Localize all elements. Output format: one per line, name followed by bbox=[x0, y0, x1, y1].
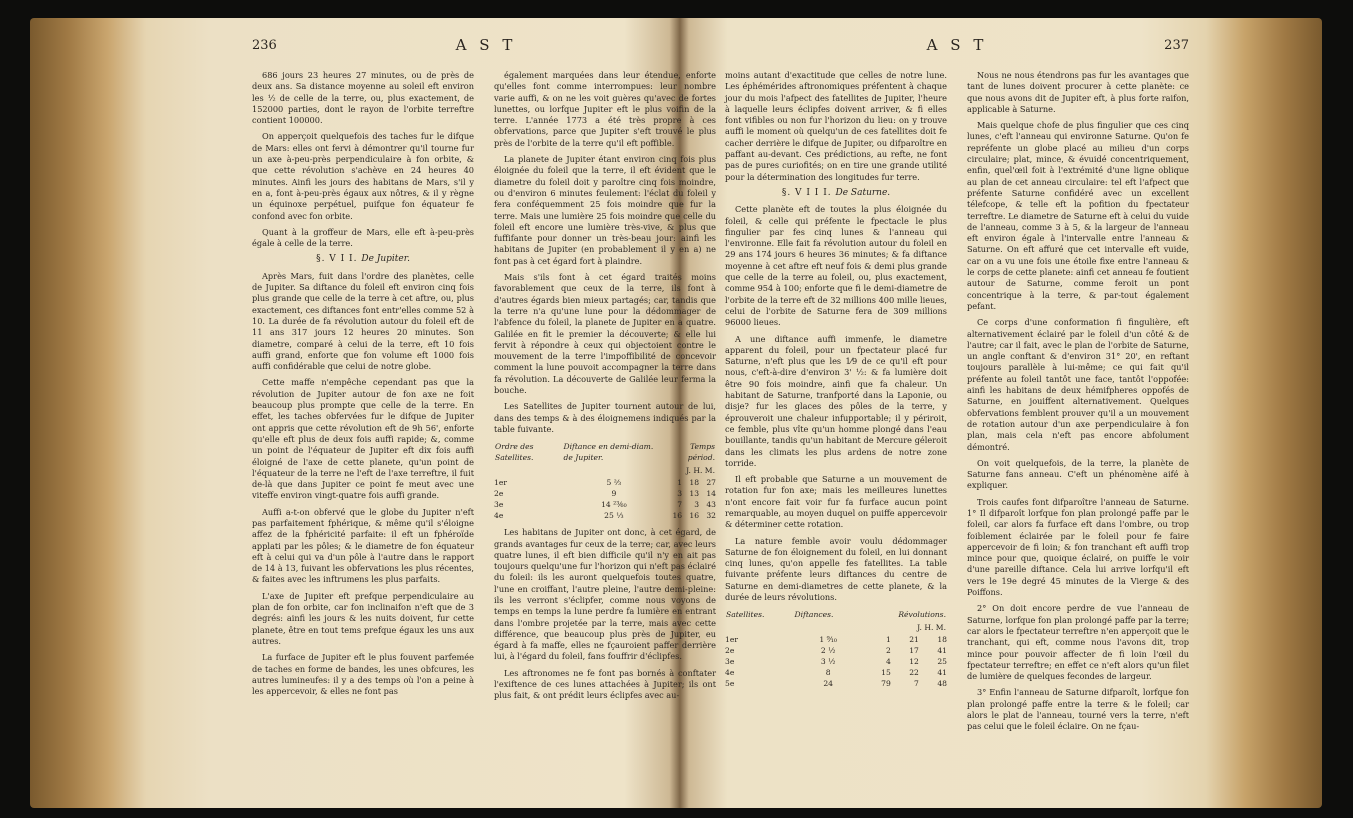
paragraph: Mais quelque chofe de plus fingulier que ces cinq lunes, c'eft l'anneau qui environne Saturne. Qu'on fe repréfente un globe placé au milieu d'un corps circulaire; plat, mince, & évuidé concentriquement, enfin, quel'œil foit à l'extrémité d'une ligne oblique au plan de cet anneau circulaire: tel eft l'afpect que préfente Saturne confidéré avec un excellent télefcope, & telle eft la pofition du fpectateur terreftre. Le diametre de Saturne eft à celui du vuide de l'anneau, comme 3 à 5, & la largeur de l'anneau eft environ égale à l'intervalle entre l'anneau & Saturne. On eft affuré que cet intervalle eft vuide, car on a vu une fois une étoile fixe entre l'anneau & le corps de cette planete: ainfi cet anneau fe foutient autour de Saturne, comme feroit un pont concentrique à la terre, & par-tout également pefant. bbox=[967, 120, 1189, 311]
paragraph: Ce corps d'une conformation fi fingulière, eft alternativement éclairé par le foleil d'un côté & de l'autre; car il fait, avec le plan de l'orbite de Saturne, un angle conftant & d'environ 31° 20', en reftant toujours parallèle à lui-même; ce qui fait qu'il préfente au foleil tantôt une face, tantôt l'oppofée: ainfi les habitans de deux hémifpheres oppofés de Saturne, en jouiffent alternativement. Quelques obfervations femblent prouver qu'il a un mouvement de rotation autour d'un axe perpendiculaire à fon plan, mais cela n'eft pas encore abfolument démontré. bbox=[967, 317, 1189, 452]
paragraph: Trois caufes font difparoître l'anneau de Saturne. 1° Il difparoît lorfque fon plan prolongé paffe par le foleil, car alors fa furface eft dans l'ombre, ou trop foiblement éclairée par le foleil pour fe faire appercevoir de fi loin; & fon tranchant eft auffi trop mince pour que, quoique éclairé, on puiffe le voir d'une pareille diftance. Cela lui arrive lorfqu'il eft vers le 19e degré 45 minutes de la Vierge & des Poiffons. bbox=[967, 496, 1189, 598]
table-cell: 27 bbox=[706, 478, 716, 488]
table-cell: 22 bbox=[909, 668, 919, 678]
table-cell: 1er bbox=[725, 635, 738, 645]
table-subheader: J. H. M. bbox=[917, 623, 946, 633]
table-cell: 7 bbox=[677, 500, 683, 510]
table-cell: 3 bbox=[677, 489, 683, 499]
paragraph: On apperçoit quelquefois des taches fur le difque de Mars: elles ont fervi à démontrer qu'il tourne fur un axe à-peu-près perpendiculaire à fon orbite, & que cette révolution s'achève en 24 heures 40 minutes. Ainfi les jours des habitans de Mars, s'il y en a, font à-peu-près égaux aux nôtres, & il y règne un équinoxe perpétuel, puifque fon équateur fe confond avec fon orbite. bbox=[252, 131, 474, 221]
table-cell: 4 bbox=[886, 657, 891, 667]
table-row bbox=[725, 678, 947, 689]
paragraph: Nous ne nous étendrons pas fur les avantages que tant de lunes doivent procurer à cette planète: ce que nous avons dit de Jupiter eft, à plus forte raifon, applicable à Saturne. bbox=[967, 70, 1189, 114]
paragraph: On voit quelquefois, de la terre, la planète de Saturne fans anneau. C'eft un phénomène aifé à expliquer. bbox=[967, 457, 1189, 491]
section-title: De Jupiter. bbox=[361, 254, 410, 265]
left-running-head bbox=[252, 36, 720, 58]
table-subheader: J. H. M. bbox=[686, 466, 715, 476]
section-heading bbox=[725, 188, 947, 199]
paragraph: La nature femble avoir voulu dédommager Saturne de fon éloignement du foleil, en lui donnant cinq lunes, qu'on appelle fes fatellites. La table fuivante préfente leurs diftances du centre de Saturne en demi-diametres de cette planete, & la durée de leurs révolutions. bbox=[725, 535, 947, 603]
satellite-table bbox=[494, 440, 716, 521]
table-row bbox=[494, 488, 716, 499]
table-cell: 8 bbox=[825, 668, 831, 678]
table-row bbox=[725, 667, 947, 678]
paragraph: également marquées dans leur étendue, enforte qu'elles font comme interrompues: leur nombre varie auffi, & on ne les voit guères qu'avec de fortes lunettes, ou lorfque Jupiter eft le plus voifin de la terre. L'année 1773 a été très propre à ces obfervations, parce que Jupiter s'eft trouvé le plus près de l'orbite de la terre qu'il eft poffible. bbox=[494, 70, 716, 148]
satellite-table bbox=[725, 608, 947, 689]
table-cell: 1er bbox=[494, 478, 507, 488]
paragraph: 3° Enfin l'anneau de Saturne difparoît, lorfque fon plan prolongé paffe entre la terre & le foleil; car alors le plat de l'anneau, tourné vers la terre, n'eft pas celui que le foleil éclaire. On ne fçau- bbox=[967, 687, 1189, 732]
table-cell: 9 bbox=[611, 489, 617, 499]
right-running-head bbox=[725, 36, 1189, 58]
paragraph: A une diftance auffi immenfe, le diametre apparent du foleil, pour un fpectateur placé fur Saturne, n'eft plus que les 1⁄9 de ce qu'il eft pour nous, c'eft-à-dire d'environ 3' ½: & fa lumière doit être 90 fois moindre, ainfi que fa chaleur. Un habitant de Saturne, tranfporté dans la Laponie, ou disje? fur les glaces des pôles de la terre, y éprouveroit une chaleur infupportable; il y périroit, ce femble, plus vîte qu'un homme plongé dans l'eau bouillante, tandis qu'un habitant de Mercure géleroit dans les climats les plus ardens de notre zone torride. bbox=[725, 333, 947, 468]
table-cell: 5e bbox=[725, 679, 735, 689]
paragraph: L'axe de Jupiter eft prefque perpendiculaire au plan de fon orbite, car fon inclinaifon n'eft que de 3 degrés: ainfi les jours & les nuits doivent, fur cette planete, être en tout tems prefque égaux les uns aux autres. bbox=[252, 590, 474, 646]
table-cell: 2 bbox=[886, 646, 891, 656]
section-number: §. V I I. bbox=[316, 254, 358, 265]
table-cell: 2 ½ bbox=[820, 646, 836, 656]
table-cell: 4e bbox=[494, 511, 504, 521]
table-cell: 43 bbox=[706, 500, 716, 510]
table-cell: 2e bbox=[725, 646, 735, 656]
table-cell: 2e bbox=[494, 489, 504, 499]
paragraph: Les aftronomes ne fe font pas bornés à conftater l'exiftence de ces lunes attachées à Jupiter; ils ont plus fait, & ont prédit leurs éclipfes avec au- bbox=[494, 667, 716, 701]
right-column-2 bbox=[967, 70, 1189, 738]
table-row bbox=[494, 510, 716, 521]
table-cell: 3 ½ bbox=[820, 657, 836, 667]
table-cell: 25 ⅓ bbox=[604, 511, 624, 521]
table-cell: 5 ⅔ bbox=[606, 478, 622, 488]
table-row bbox=[494, 477, 716, 488]
paragraph: 686 jours 23 heures 27 minutes, ou de près de deux ans. Sa distance moyenne au soleil eft environ les ½ de celle de la terre, ou, plus exactement, de 152000 parties, dont le rayon de l'orbite terreftre contient 100000. bbox=[252, 70, 474, 126]
right-column-1 bbox=[725, 70, 947, 695]
table-cell: 16 bbox=[689, 511, 700, 521]
table-cell: 3 bbox=[694, 500, 700, 510]
paragraph: Quant à la groffeur de Mars, elle eft à-peu-près égale à celle de la terre. bbox=[252, 226, 474, 249]
paragraph: Auffi a-t-on obfervé que le globe du Jupiter n'eft pas parfaitement fphérique, & même qu'il s'éloigne affez de la fphéricité parfaite: il eft un fphéroïde applati par les pôles; & le diametre de fon équateur eft à celui qui va d'un pôle à l'autre dans le rapport de 14 à 13, fuivant les obfervations les plus récentes, & faites avec les inftrumens les plus parfaits. bbox=[252, 506, 474, 585]
paragraph: Après Mars, fuit dans l'ordre des planètes, celle de Jupiter. Sa diftance du foleil eft environ cinq fois plus grande que celle de la terre à cet aftre, ou, plus exactement, ces diftances font entr'elles comme 52 à 10. La durée de fa révolution autour du foleil eft de 11 ans 317 jours 12 heures 20 minutes. Son diametre, comparé à celui de la terre, eft 10 fois auffi grand, enforte que fon volume eft 1000 fois auffi confidérable que celui de notre globe. bbox=[252, 270, 474, 372]
table-cell: 41 bbox=[937, 646, 947, 656]
table-row bbox=[725, 645, 947, 656]
table-cell: 24 bbox=[823, 679, 833, 689]
table-cell: 48 bbox=[937, 679, 947, 689]
right-running-title: A S T bbox=[926, 36, 988, 54]
section-title: De Saturne. bbox=[835, 187, 891, 198]
right-page-number: 237 bbox=[1164, 38, 1189, 53]
table-row bbox=[725, 656, 947, 667]
left-column-2 bbox=[494, 70, 716, 707]
paragraph: Il eft probable que Saturne a un mouvement de rotation fur fon axe; mais les meilleures lunettes n'ont encore fait voir fur fa furface aucun point remarquable, au moyen duquel on puiffe appercevoir & déterminer cette rotation. bbox=[725, 474, 947, 530]
table-header: Temps périod. bbox=[687, 442, 715, 463]
paragraph: Mais s'ils font à cet égard traités moins favorablement que ceux de la terre, ils font à d'autres égards bien mieux partagés; car, tandis que la terre n'a qu'une lune pour la dédommager de l'abfence du foleil, la planete de Jupiter en a quatre. Galilée en fit le premier la découverte; & elle lui fervit à répondre à ceux qui objectoient contre le mouvement de la terre l'impoffibilité de concevoir comment la lune pouvoit accompagner la terre dans fa révolution. La découverte de Galilée leur ferma la bouche. bbox=[494, 272, 716, 396]
table-cell: 15 bbox=[881, 668, 891, 678]
table-cell: 32 bbox=[706, 511, 716, 521]
paragraph: Les habitans de Jupiter ont donc, à cet égard, de grands avantages fur ceux de la terre; car, avec leurs quatre lunes, il eft bien difficile qu'il n'y en ait pas toujours quelqu'une fur l'horizon qui n'eft pas éclairé du foleil: ils les auront quelquefois toutes quatre, l'une en croiffant, l'autre pleine, l'autre demi-pleine: ils les verront s'éclipfer, comme nous voyons de temps en temps la lune perdre fa lumière en entrant dans l'ombre projetée par la terre, mais avec cette différence, que beaucoup plus près de Jupiter, eu égard à fa maffe, elles ne fçauroient paffer derrière lui, à l'égard du foleil, fans fouffrir d'éclipfes. bbox=[494, 527, 716, 662]
left-column-1 bbox=[252, 70, 474, 702]
table-row bbox=[494, 499, 716, 510]
table-header: Diftance en demi-diam. de Jupiter. bbox=[563, 442, 654, 463]
table-row bbox=[725, 634, 947, 645]
table-cell: 16 bbox=[672, 511, 683, 521]
table-header: Satellites. bbox=[726, 610, 765, 620]
table-cell: 1 ⁹⁄₁₀ bbox=[819, 635, 837, 645]
table-cell: 1 bbox=[886, 635, 891, 645]
section-number: §. V I I I. bbox=[781, 187, 832, 198]
table-cell: 18 bbox=[937, 635, 947, 645]
table-cell: 14 bbox=[706, 489, 716, 499]
paragraph: 2° On doit encore perdre de vue l'anneau de Saturne, lorfque fon plan prolongé paffe par la terre; car alors le fpectateur terreftre n'en apperçoit que le tranchant, qui eft, comme nous l'avons dit, trop mince pour pouvoir affecter de fi loin l'œil du fpectateur terreftre; en effet ce n'eft alors qu'un filet de lumière de quelques fecondes de largeur. bbox=[967, 603, 1189, 682]
table-cell: 1 bbox=[677, 478, 683, 488]
table-header: Diftances. bbox=[794, 610, 834, 620]
table-header: Ordre des Satellites. bbox=[495, 442, 534, 463]
paragraph: La planete de Jupiter étant environ cinq fois plus éloignée du foleil que la terre, il eft évident que le diametre du foleil doit y paroître cinq fois moindre, ou d'environ 6 minutes feulement: l'éclat du foleil y fera conféquemment 25 fois moindre que fur la terre. Mais une lumière 25 fois moindre que celle du foleil eft encore une lumière très-vive, & plus que fuffifante pour donner un très-beau jour: ainfi les habitans de Jupiter (en probablement il y en a) ne font pas à cet égard fort à plaindre. bbox=[494, 154, 716, 266]
table-cell: 18 bbox=[689, 478, 700, 488]
table-cell: 13 bbox=[689, 489, 700, 499]
table-cell: 25 bbox=[937, 657, 947, 667]
section-heading bbox=[252, 254, 474, 265]
open-book bbox=[30, 18, 1322, 808]
paragraph: Cette maffe n'empêche cependant pas que la révolution de Jupiter autour de fon axe ne foit beaucoup plus prompte que celle de la terre. En effet, les taches obfervées fur le difque de Jupiter ont appris que cette révolution eft de 9h 56', enforte qu'elle eft plus de deux fois auffi rapide; &, comme un point de l'équateur de Jupiter eft dix fois auffi éloigné de l'axe de cette planete, qu'un point de l'équateur de la terre ne l'eft de l'axe terreftre, il fuit de-là que dans Jupiter ce point fe meut avec une viteffe environ vingt-quatre fois auffi grande. bbox=[252, 377, 474, 501]
table-cell: 12 bbox=[909, 657, 919, 667]
table-cell: 17 bbox=[909, 646, 919, 656]
left-page bbox=[252, 36, 720, 801]
table-cell: 3e bbox=[725, 657, 735, 667]
paragraph: Cette planète eft de toutes la plus éloignée du foleil, & celle qui préfente le fpectacle le plus fingulier par fes cinq lunes & l'anneau qui l'environne. Elle fait fa révolution autour du foleil en 29 ans 174 jours 6 heures 36 minutes; & fa diftance moyenne à cet aftre eft neuf fois & demi plus grande que celle de la terre au foleil, ou, plus exactement, comme 954 à 100; enforte que fi le demi-diametre de l'orbite de la terre eft de 32 millions 400 mille lieues, celui de l'orbite de Saturne fera de 309 millions 96000 lieues. bbox=[725, 204, 947, 328]
table-cell: 4e bbox=[725, 668, 735, 678]
table-cell: 14 ²³⁄₆₀ bbox=[601, 500, 627, 510]
right-page bbox=[725, 36, 1189, 801]
table-cell: 7 bbox=[914, 679, 919, 689]
paragraph: Les Satellites de Jupiter tournent autour de lui, dans des temps & à des éloignemens indiqués par la table fuivante. bbox=[494, 401, 716, 434]
table-cell: 79 bbox=[881, 679, 891, 689]
table-header: Révolutions. bbox=[898, 610, 946, 620]
table-cell: 21 bbox=[909, 635, 919, 645]
table-cell: 3e bbox=[494, 500, 504, 510]
left-running-title: A S T bbox=[455, 36, 517, 54]
paragraph: moins autant d'exactitude que celles de notre lune. Les éphémérides aftronomiques préfentent à chaque jour du mois l'afpect des fatellites de Jupiter, l'heure à laquelle leurs éclipfes doivent arriver, & fi elles font vifibles ou non fur l'horizon du lieu: on y trouve auffi le moment où quelqu'un de ces fatellites doit fe cacher derrière le difque de Jupiter, ou difparoître en paffant au-devant. Ces prédictions, au refte, ne font pas de pures curiofités; on en tire une grande utilité pour la détermination des longitudes fur terre. bbox=[725, 70, 947, 182]
table-cell: 41 bbox=[937, 668, 947, 678]
left-page-number: 236 bbox=[252, 38, 277, 53]
paragraph: La furface de Jupiter eft le plus fouvent parfemée de taches en forme de bandes, les unes obfcures, les autres lumineufes: il y a des temps où l'on a peine à les appercevoir, & elles ne font pas bbox=[252, 652, 474, 697]
